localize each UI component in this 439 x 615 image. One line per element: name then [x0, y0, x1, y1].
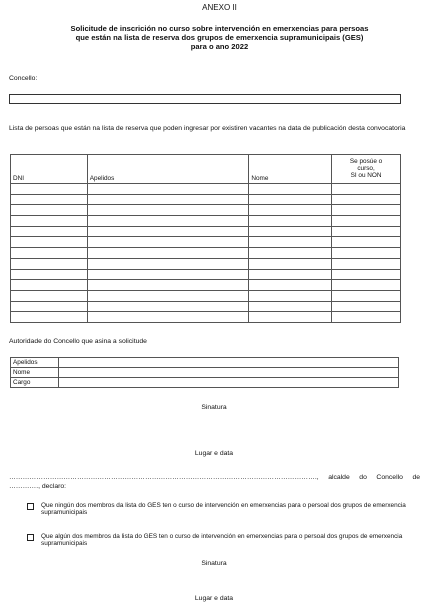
table-cell[interactable] — [249, 248, 332, 259]
authority-table — [10, 357, 399, 388]
authority-row-nome — [11, 368, 399, 378]
table-cell[interactable] — [87, 269, 249, 280]
table-cell[interactable] — [249, 226, 332, 237]
option-none-text: Que ningún dos membros da lista do GES ten o curso de intervención en emerxencias para o persoal dos grupos de emerxencia supramunicipais — [41, 502, 406, 516]
table-cell[interactable] — [87, 184, 249, 195]
table-row — [11, 258, 401, 269]
table-cell[interactable] — [249, 312, 332, 323]
table-cell[interactable] — [249, 269, 332, 280]
table-cell[interactable] — [87, 258, 249, 269]
table-cell[interactable] — [249, 280, 332, 291]
table-cell[interactable] — [249, 216, 332, 227]
authority-cargo-label: Cargo — [11, 378, 59, 388]
column-header-apelidos: Apelidos — [87, 155, 249, 184]
table-cell[interactable] — [87, 205, 249, 216]
table-cell[interactable] — [249, 205, 332, 216]
list-intro-text: Lista de persoas que están na lista de reserva que poden ingresar por existiren vacantes na data de publicación desta convocatoria — [9, 125, 406, 132]
column-header-nome: Nome — [249, 155, 332, 184]
table-cell[interactable] — [249, 258, 332, 269]
table-cell[interactable] — [332, 301, 401, 312]
column-header-posue-curso — [332, 155, 401, 184]
table-row — [11, 205, 401, 216]
table-cell[interactable] — [87, 216, 249, 227]
table-row — [11, 290, 401, 301]
table-cell[interactable] — [332, 237, 401, 248]
table-row — [11, 301, 401, 312]
posue-line-3: SI ou NON — [350, 172, 382, 180]
table-row — [11, 184, 401, 195]
table-cell[interactable] — [332, 205, 401, 216]
table-cell[interactable] — [11, 194, 88, 205]
table-row — [11, 194, 401, 205]
table-cell[interactable] — [332, 290, 401, 301]
table-cell[interactable] — [87, 312, 249, 323]
table-row — [11, 280, 401, 291]
place-date-label-2: Lugar e data — [194, 595, 234, 602]
table-cell[interactable] — [332, 184, 401, 195]
authority-nome-field[interactable] — [59, 368, 399, 378]
annex-label: ANEXO II — [202, 3, 237, 12]
table-cell[interactable] — [249, 237, 332, 248]
concello-field[interactable] — [9, 94, 401, 104]
table-row — [11, 226, 401, 237]
title-line-1: Solicitude de inscrición no curso sobre intervención en emerxencias para persoas — [70, 24, 369, 33]
table-cell[interactable] — [249, 290, 332, 301]
declaration-text: ………………………………………………………………………………………………………………………., alcalde do Concello de …………., declaro: — [9, 474, 420, 490]
table-row — [11, 216, 401, 227]
table-cell[interactable] — [11, 184, 88, 195]
checkbox-some[interactable] — [27, 534, 34, 541]
table-cell[interactable] — [11, 312, 88, 323]
table-cell[interactable] — [87, 280, 249, 291]
posue-line-1: Se posúe o — [349, 157, 383, 165]
table-cell[interactable] — [332, 258, 401, 269]
table-cell[interactable] — [11, 216, 88, 227]
option-some-text: Que algún dos membros da lista do GES ten o curso de intervención en emerxencias para o persoal dos grupos de emerxencia supramunicipais — [41, 533, 403, 547]
concello-label: Concello: — [9, 75, 38, 82]
persons-table — [10, 154, 401, 323]
checkbox-none[interactable] — [27, 503, 34, 510]
table-cell[interactable] — [87, 290, 249, 301]
table-cell[interactable] — [249, 184, 332, 195]
table-cell[interactable] — [11, 248, 88, 259]
table-cell[interactable] — [11, 258, 88, 269]
table-row — [11, 248, 401, 259]
authority-label: Autoridade do Concello que asina a solicitude — [9, 338, 147, 345]
authority-row-cargo — [11, 378, 399, 388]
table-cell[interactable] — [332, 280, 401, 291]
place-date-label-1: Lugar e data — [194, 450, 234, 457]
table-cell[interactable] — [87, 194, 249, 205]
table-cell[interactable] — [11, 290, 88, 301]
table-header-row — [11, 155, 401, 184]
table-cell[interactable] — [87, 226, 249, 237]
table-cell[interactable] — [332, 216, 401, 227]
document-title — [10, 24, 429, 52]
table-cell[interactable] — [11, 205, 88, 216]
title-line-2: que están na lista de reserva dos grupos de emerxencia supramunicipais (GES) — [75, 33, 364, 43]
authority-row-apelidos — [11, 358, 399, 368]
table-cell[interactable] — [332, 269, 401, 280]
table-cell[interactable] — [249, 194, 332, 205]
table-cell[interactable] — [87, 301, 249, 312]
title-line-3: para o ano 2022 — [190, 42, 249, 52]
table-cell[interactable] — [332, 312, 401, 323]
table-cell[interactable] — [332, 194, 401, 205]
table-cell[interactable] — [11, 226, 88, 237]
table-cell[interactable] — [332, 248, 401, 259]
table-cell[interactable] — [11, 269, 88, 280]
table-row — [11, 269, 401, 280]
column-header-dni: DNI — [11, 155, 88, 184]
table-cell[interactable] — [11, 301, 88, 312]
table-cell[interactable] — [249, 301, 332, 312]
signature-label-2: Sinatura — [201, 560, 227, 567]
authority-cargo-field[interactable] — [59, 378, 399, 388]
posue-line-2: curso, — [357, 164, 375, 172]
authority-apelidos-field[interactable] — [59, 358, 399, 368]
table-cell[interactable] — [87, 237, 249, 248]
authority-apelidos-label: Apelidos — [11, 358, 59, 368]
table-cell[interactable] — [11, 237, 88, 248]
table-cell[interactable] — [87, 248, 249, 259]
table-cell[interactable] — [332, 226, 401, 237]
table-row — [11, 312, 401, 323]
table-row — [11, 237, 401, 248]
authority-nome-label: Nome — [11, 368, 59, 378]
signature-label-1: Sinatura — [201, 404, 227, 411]
table-cell[interactable] — [11, 280, 88, 291]
